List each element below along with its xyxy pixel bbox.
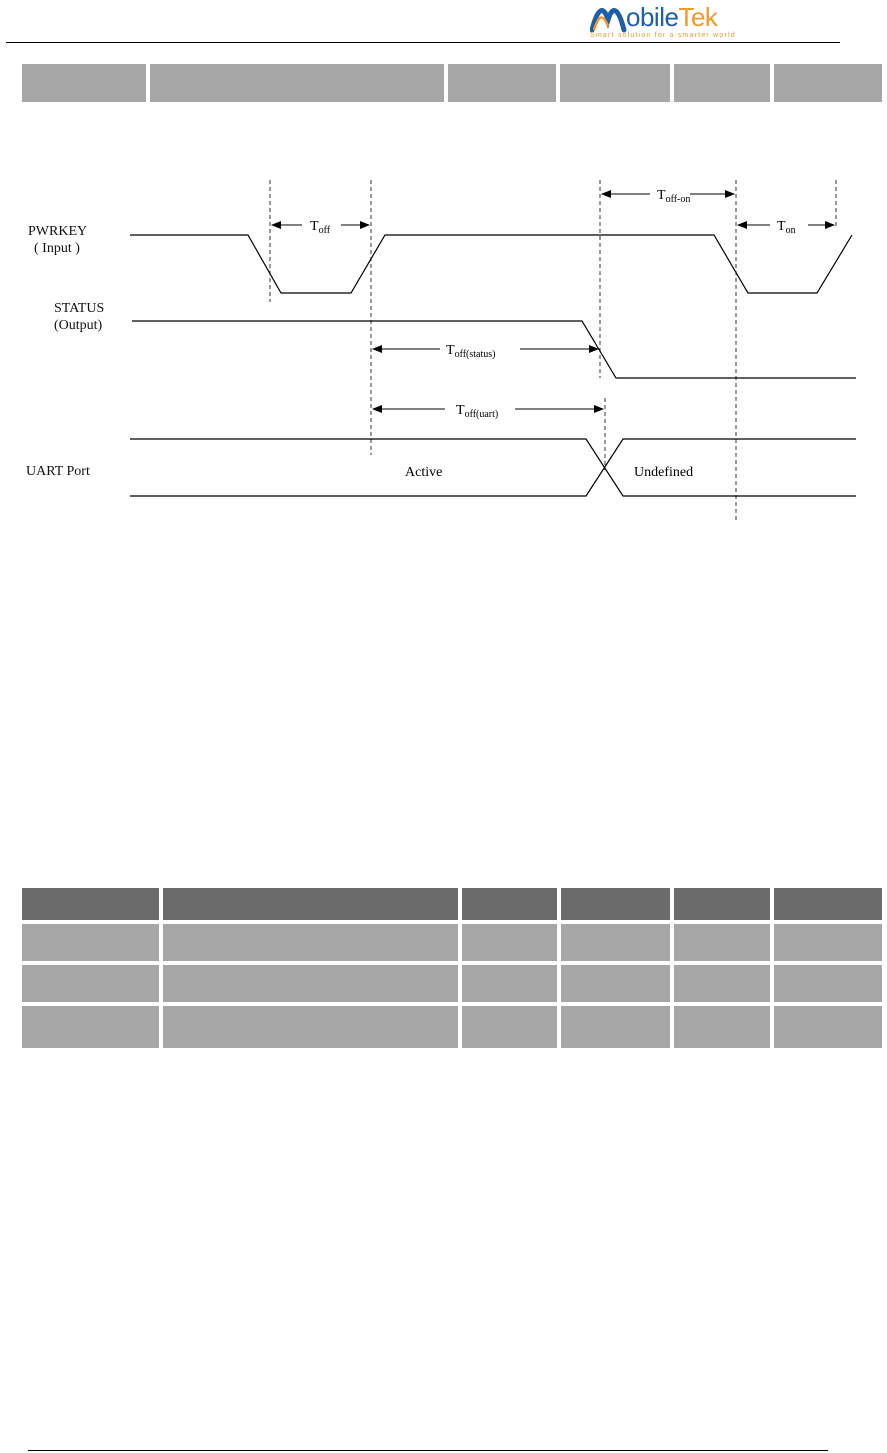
bottom-table-cell	[22, 1006, 159, 1048]
footer-divider	[28, 1450, 828, 1451]
t-off-on-label: $T_{off-on}$	[657, 188, 691, 205]
status-signal-direction: (Output)	[54, 318, 103, 333]
bottom-table-header-cell	[561, 888, 670, 920]
bottom-table-cell	[163, 965, 458, 1002]
bottom-table-cell	[561, 1006, 670, 1048]
bottom-table-cell	[462, 965, 557, 1002]
t-off-uart-label: $T_{off(uart)}$	[456, 403, 499, 420]
bottom-table-cell	[774, 965, 882, 1002]
power-off-timing-diagram	[0, 0, 887, 540]
logo-word-part2: Tek	[678, 2, 718, 32]
uart-waveform-upper	[130, 439, 856, 496]
bottom-table-cell	[674, 1006, 770, 1048]
bottom-table-cell	[22, 924, 159, 961]
uart-undefined-state: Undefined	[634, 465, 694, 480]
bottom-table-cell	[561, 924, 670, 961]
bottom-table-cell	[462, 1006, 557, 1048]
uart-signal-name: UART Port	[26, 464, 90, 479]
timing-guides	[270, 180, 836, 520]
t-off-status-label: $T_{off(status)}$	[446, 343, 496, 360]
bottom-table-cell	[774, 924, 882, 961]
bottom-table-header-cell	[22, 888, 159, 920]
pwrkey-waveform	[130, 235, 852, 293]
pwrkey-signal-direction: ( Input )	[34, 241, 80, 256]
bottom-table-cell	[163, 1006, 458, 1048]
logo-tagline: Smart solution for a smarter world	[590, 32, 736, 39]
t-off-label: $T_{off}$	[310, 219, 331, 236]
bottom-table-header-cell	[462, 888, 557, 920]
logo-word-part1: obile	[626, 2, 679, 32]
timing-arrows	[272, 194, 834, 409]
bottom-table-cell	[774, 1006, 882, 1048]
bottom-table-cell	[561, 965, 670, 1002]
uart-active-state: Active	[405, 465, 443, 480]
timing-diagram-svg	[0, 0, 887, 540]
pwrkey-signal-name: PWRKEY	[28, 224, 88, 239]
bottom-table-cell	[674, 924, 770, 961]
uart-waveform-lower	[130, 439, 856, 496]
bottom-table-cell	[674, 965, 770, 1002]
bottom-table-header-cell	[163, 888, 458, 920]
bottom-table-cell	[163, 924, 458, 961]
bottom-table-cell	[462, 924, 557, 961]
bottom-table-cell	[22, 965, 159, 1002]
bottom-table-header-cell	[674, 888, 770, 920]
bottom-table-header-cell	[774, 888, 882, 920]
t-on-label: $T_{on}$	[777, 219, 796, 236]
status-signal-name: STATUS	[54, 301, 105, 316]
